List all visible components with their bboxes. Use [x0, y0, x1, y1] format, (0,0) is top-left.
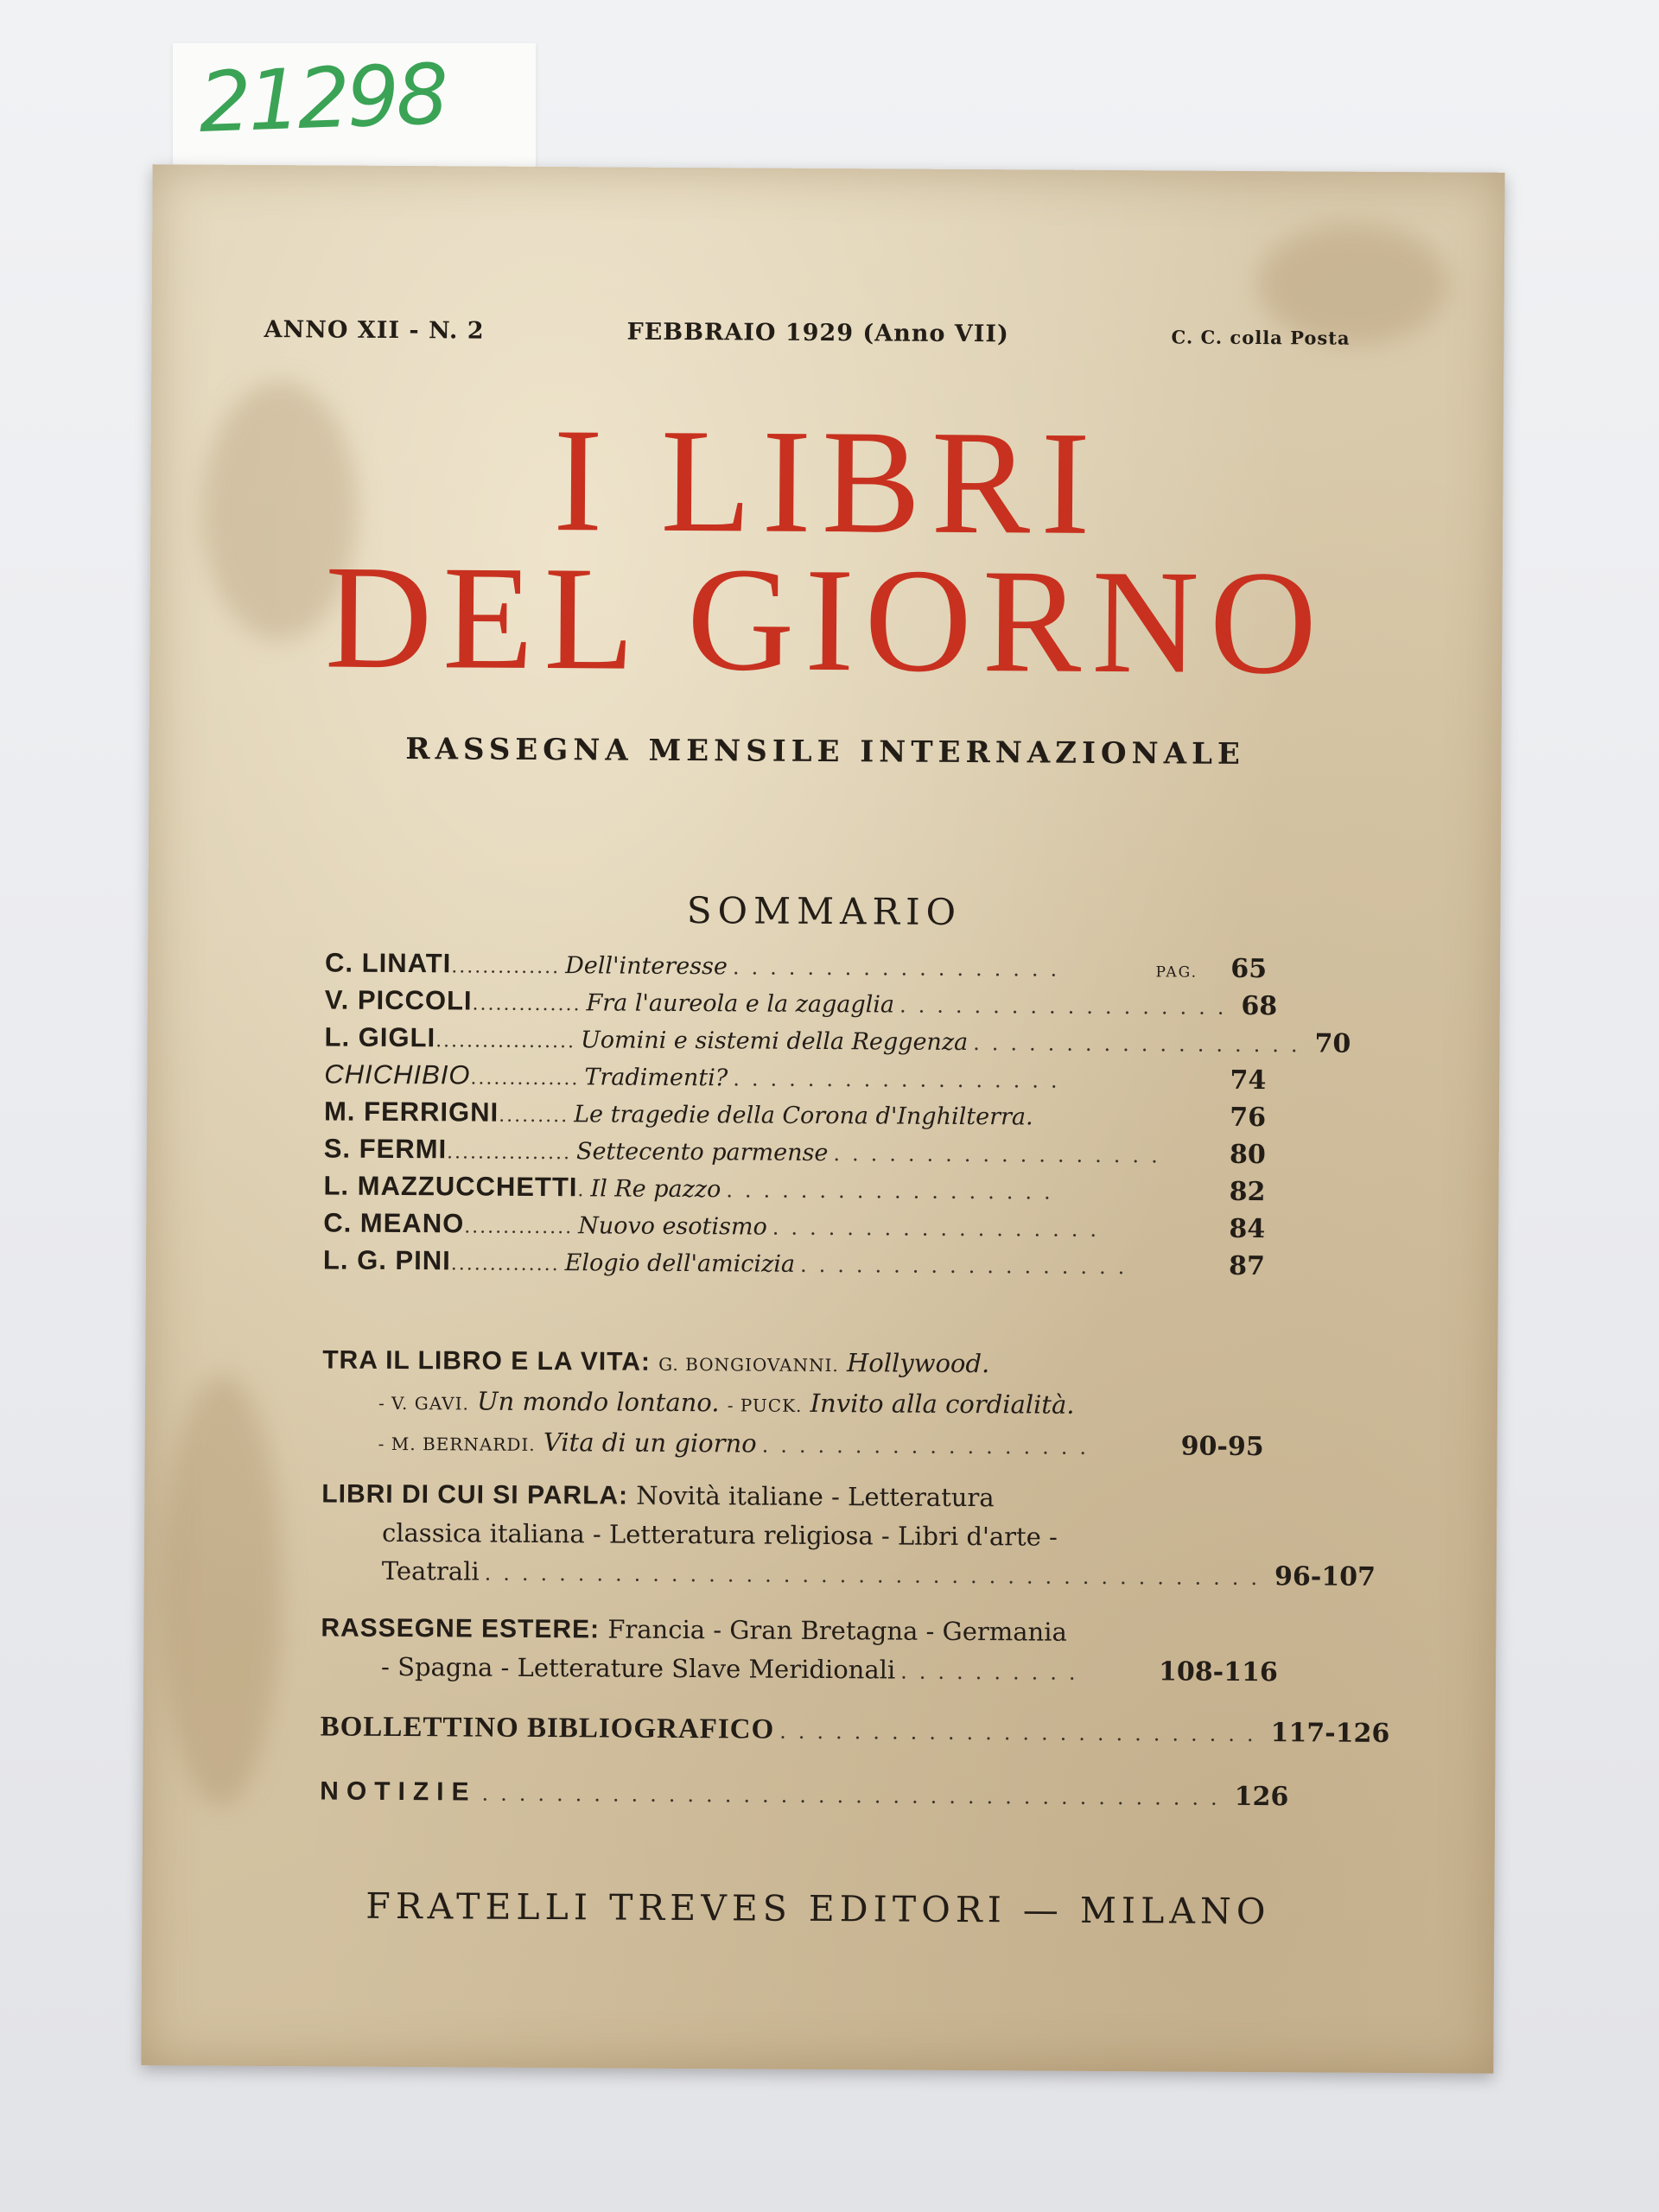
section-rassegne [321, 1608, 1278, 1691]
toc-author: CHICHIBIO [324, 1058, 471, 1090]
toc-entry [323, 1170, 1265, 1213]
section-heading: NOTIZIE [320, 1777, 477, 1807]
toc-entry [324, 1021, 1351, 1065]
page-label: PAG. [1155, 963, 1198, 982]
section-text: - Spagna - Letterature Slave Meridionali [381, 1651, 896, 1685]
toc-page: 82 [1229, 1176, 1266, 1208]
section-heading: BOLLETTINO BIBLIOGRAFICO [320, 1711, 775, 1745]
author: - M. BERNARDI. [378, 1433, 536, 1455]
magazine-cover [141, 164, 1504, 2074]
section-tra-il-libro [322, 1340, 1265, 1465]
dot-leader: .................. [726, 1178, 1063, 1205]
section-pages: 108-116 [1158, 1656, 1278, 1688]
toc-page: 68 [1241, 990, 1278, 1022]
author: - V. GAVI. [378, 1392, 469, 1414]
dot-leader [1039, 1125, 1174, 1126]
article: Hollywood. [846, 1348, 990, 1379]
article: Un mondo lontano. [477, 1386, 720, 1418]
dot-leader: . [577, 1179, 586, 1202]
toc-page: 84 [1229, 1213, 1266, 1245]
toc-article: Uomini e sistemi della Reggenza [580, 1027, 969, 1057]
section-pages: 117-126 [1270, 1718, 1390, 1750]
toc-article: Il Re pazzo [590, 1175, 721, 1204]
title-line-1: I LIBRI [552, 398, 1102, 566]
publisher: FRATELLI TREVES EDITORI — MILANO [365, 1885, 1271, 1933]
sommario-title: SOMMARIO [686, 889, 963, 933]
sommario-list [322, 947, 1351, 1287]
toc-entry [325, 947, 1267, 990]
author: - PUCK. [727, 1395, 803, 1416]
toc-entry [324, 1096, 1266, 1139]
dot-leader: .................. [799, 1252, 1137, 1280]
section-pages: 96-107 [1274, 1561, 1376, 1592]
section-heading: RASSEGNE ESTERE: [321, 1613, 601, 1644]
subtitle: RASSEGNA MENSILE INTERNAZIONALE [405, 732, 1245, 772]
toc-author: S. FERMI [323, 1133, 448, 1165]
section-libri-di-cui [321, 1474, 1376, 1595]
dot-leader: .......................................... [484, 1560, 1270, 1591]
toc-author: C. MEANO [323, 1207, 465, 1239]
toc-article: Fra l'aureola e la zagaglia [586, 989, 895, 1019]
stain [160, 1374, 283, 1807]
section-heading: LIBRI DI CUI SI PARLA: [321, 1479, 629, 1510]
dot-leader: .................. [772, 1215, 1109, 1243]
article: Invito alla cordialità. [810, 1388, 1075, 1420]
dot-leader: .................. [833, 1141, 1170, 1168]
toc-entry [324, 1133, 1266, 1176]
dot-leader: .............. [450, 1253, 560, 1276]
toc-author: L. GIGLI [324, 1021, 436, 1053]
toc-article: Nuovo esotismo [578, 1212, 767, 1241]
toc-author: L. MAZZUCCHETTI [323, 1170, 578, 1203]
dot-leader: .............. [451, 956, 561, 979]
toc-page: 70 [1314, 1028, 1351, 1059]
issue-date: FEBBRAIO 1929 (Anno VII) [626, 318, 1009, 348]
dot-leader: .............. [472, 993, 582, 1016]
toc-entry [324, 984, 1278, 1027]
section-notizie [320, 1772, 1289, 1816]
postal-note: C. C. colla Posta [1171, 326, 1351, 349]
toc-page: 65 [1230, 953, 1268, 985]
toc-article: Settecento parmense [575, 1138, 829, 1167]
dot-leader: .................. [732, 955, 1070, 982]
section-text: Novità italiane - Letteratura [636, 1480, 995, 1513]
toc-entry [323, 1244, 1265, 1287]
dot-leader: ......... [499, 1104, 569, 1128]
section-pages: 126 [1234, 1781, 1289, 1813]
author: G. BONGIOVANNI. [658, 1353, 839, 1376]
dot-leader: .............. [470, 1067, 580, 1090]
section-text: classica italiana - Letteratura religiosa - Libri d'arte - [381, 1517, 1058, 1552]
inventory-number: 21298 [197, 46, 448, 151]
toc-page: 80 [1229, 1139, 1266, 1171]
article: Vita di un giorno [543, 1427, 757, 1459]
dot-leader: .......................... [779, 1719, 1266, 1747]
toc-entry [323, 1207, 1265, 1250]
dot-leader: .............. [464, 1216, 574, 1239]
toc-page: 76 [1230, 1102, 1267, 1134]
section-text: Francia - Gran Bretagna - Germania [607, 1614, 1067, 1647]
toc-page: 74 [1230, 1065, 1267, 1096]
inventory-sticker [173, 43, 536, 173]
toc-author: C. LINATI [324, 947, 452, 979]
toc-page: 87 [1229, 1250, 1266, 1282]
toc-entry [324, 1058, 1266, 1102]
toc-author: V. PICCOLI [324, 984, 473, 1016]
toc-author: L. G. PINI [322, 1244, 451, 1276]
dot-leader: ........................................ [481, 1781, 1230, 1810]
section-pages: 90-95 [1180, 1431, 1264, 1463]
section-heading: TRA IL LIBRO E LA VITA: [322, 1345, 652, 1376]
issue-number: ANNO XII - N. 2 [264, 316, 485, 345]
section-bollettino [320, 1707, 1390, 1751]
dot-leader: ................ [447, 1141, 572, 1165]
section-text: Teatrali [381, 1555, 480, 1586]
dot-leader: .................. [973, 1031, 1310, 1058]
dot-leader: .......... [900, 1659, 1088, 1685]
dot-leader: .................. [733, 1066, 1070, 1093]
dot-leader: .................. [899, 993, 1236, 1020]
title-line-2: DEL GIORNO [324, 535, 1328, 706]
dot-leader: .................. [761, 1433, 1099, 1459]
toc-author: M. FERRIGNI [323, 1096, 499, 1128]
toc-article: Dell'interesse [565, 952, 728, 981]
toc-article: Le tragedie della Corona d'Inghilterra. [574, 1101, 1033, 1131]
dot-leader: .................. [435, 1030, 576, 1053]
toc-article: Tradimenti? [584, 1064, 728, 1092]
toc-article: Elogio dell'amicizia [564, 1249, 796, 1278]
